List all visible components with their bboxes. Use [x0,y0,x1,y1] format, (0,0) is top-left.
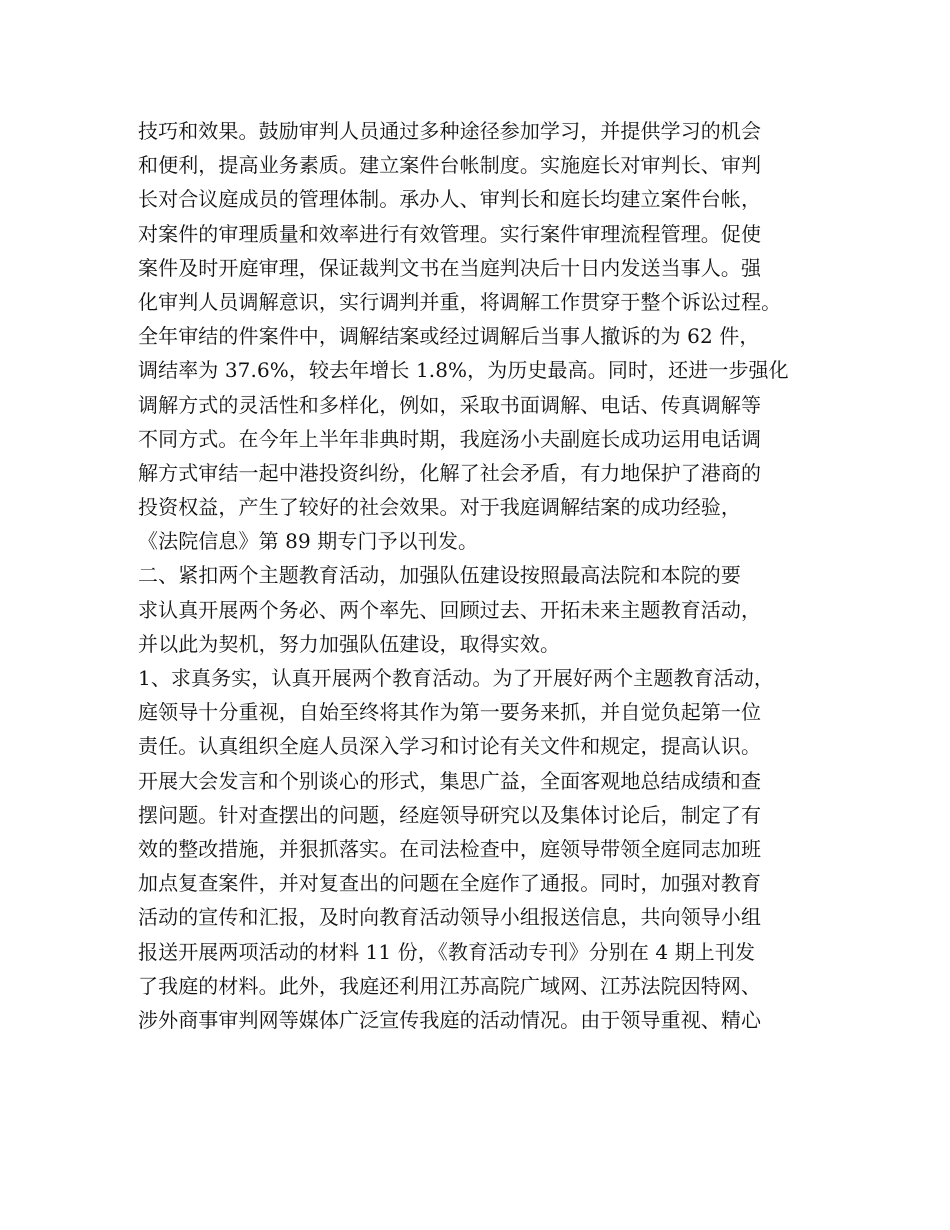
text-line: 《法院信息》第 89 期专门予以刊发。 [138,529,479,554]
text-line: 案件及时开庭审理，保证裁判文书在当庭判决后十日内发送当事人。强 [138,255,762,280]
text-line: 开展大会发言和个别谈心的形式，集思广益，全面客观地总结成绩和查 [138,768,762,793]
text-line: 涉外商事审判网等媒体广泛宣传我庭的活动情况。由于领导重视、精心 [138,1007,762,1032]
text-line: 了我庭的材料。此外，我庭还利用江苏高院广域网、江苏法院因特网、 [138,973,762,998]
section-heading-line: 二、紧扣两个主题教育活动，加强队伍建设按照最高法院和本院的要 [138,563,741,588]
text-line: 对案件的审理质量和效率进行有效管理。实行案件审理流程管理。促使 [138,221,762,246]
text-line: 长对合议庭成员的管理体制。承办人、审判长和庭长均建立案件台帐， [138,187,762,212]
text-line: 调结率为 37.6%，较去年增长 1.8%，为历史最高。同时，还进一步强化 [138,358,789,383]
text-line: 和便利，提高业务素质。建立案件台帐制度。实施庭长对审判长、审判 [138,153,762,178]
text-line: 并以此为契机，努力加强队伍建设，取得实效。 [138,631,561,656]
text-line: 效的整改措施，并狠抓落实。在司法检查中，庭领导带领全庭同志加班 [138,836,762,861]
text-line: 不同方式。在今年上半年非典时期，我庭汤小夫副庭长成功运用电话调 [138,426,762,451]
body-text [138,114,828,1037]
text-line: 庭领导十分重视，自始至终将其作为第一要务来抓，并自觉负起第一位 [138,700,762,725]
text-line: 加点复查案件，并对复查出的问题在全庭作了通报。同时，加强对教育 [138,871,762,896]
text-line: 化审判人员调解意识，实行调判并重，将调解工作贯穿于整个诉讼过程。 [138,289,782,314]
text-line: 活动的宣传和汇报，及时向教育活动领导小组报送信息，共向领导小组 [138,905,762,930]
text-line: 全年审结的件案件中，调解结案或经过调解后当事人撤诉的为 62 件， [138,324,760,349]
text-line: 技巧和效果。鼓励审判人员通过多种途径参加学习，并提供学习的机会 [138,119,762,143]
text-line: 报送开展两项活动的材料 11 份，《教育活动专刊》分别在 4 期上刊发 [138,939,756,964]
text-line: 摆问题。针对查摆出的问题，经庭领导研究以及集体讨论后，制定了有 [138,802,762,827]
text-line: 责任。认真组织全庭人员深入学习和讨论有关文件和规定，提高认识。 [138,734,762,759]
text-line: 求认真开展两个务必、两个率先、回顾过去、开拓未来主题教育活动， [138,597,762,622]
text-line: 投资权益，产生了较好的社会效果。对于我庭调解结案的成功经验， [138,495,741,520]
subsection-heading-line: 1、求真务实，认真开展两个教育活动。为了开展好两个主题教育活动， [138,666,774,690]
text-line: 解方式审结一起中港投资纠纷，化解了社会矛盾，有力地保护了港商的 [138,460,762,485]
text-line: 调解方式的灵活性和多样化，例如，采取书面调解、电话、传真调解等 [138,392,762,417]
